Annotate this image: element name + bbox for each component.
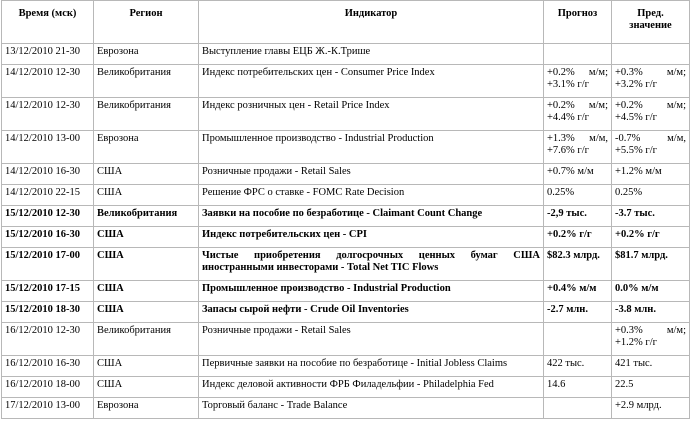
previous-line-2: +5.5% г/г xyxy=(615,145,657,156)
cell-previous xyxy=(612,131,690,164)
forecast-line-1: 0.25% xyxy=(547,187,575,198)
cell-previous xyxy=(612,248,690,281)
cell-previous xyxy=(612,227,690,248)
cell-forecast xyxy=(544,248,612,281)
cell-indicator: Розничные продажи - Retail Sales xyxy=(199,323,544,356)
previous-line-1: -3.8 млн. xyxy=(615,304,656,315)
forecast-line-1: 422 тыс. xyxy=(547,358,585,369)
table-row xyxy=(2,398,690,419)
table-row xyxy=(2,185,690,206)
cell-time: 15/12/2010 12-30 xyxy=(2,206,94,227)
cell-region: США xyxy=(94,227,199,248)
forecast-line-1: +0.4% м/м xyxy=(547,283,597,294)
cell-time: 16/12/2010 18-00 xyxy=(2,377,94,398)
cell-time: 14/12/2010 22-15 xyxy=(2,185,94,206)
previous-line-2: +1.2% г/г xyxy=(615,337,657,348)
cell-indicator: Торговый баланс - Trade Balance xyxy=(199,398,544,419)
cell-region: США xyxy=(94,281,199,302)
cell-forecast xyxy=(544,206,612,227)
cell-forecast xyxy=(544,281,612,302)
cell-time: 13/12/2010 21-30 xyxy=(2,44,94,65)
cell-region: США xyxy=(94,248,199,281)
cell-forecast xyxy=(544,98,612,131)
forecast-line-1: -2,9 тыс. xyxy=(547,208,587,219)
cell-time: 17/12/2010 13-00 xyxy=(2,398,94,419)
previous-line-1: 0.0% м/м xyxy=(615,283,659,294)
table-row xyxy=(2,323,690,356)
cell-previous xyxy=(612,98,690,131)
table-row xyxy=(2,65,690,98)
cell-previous xyxy=(612,44,690,65)
cell-forecast xyxy=(544,65,612,98)
previous-line-1: +0.2% м/м; xyxy=(615,100,686,111)
cell-time: 15/12/2010 17-15 xyxy=(2,281,94,302)
cell-previous xyxy=(612,164,690,185)
previous-line-1: +0.2% г/г xyxy=(615,229,660,240)
previous-line-1: $81.7 млрд. xyxy=(615,250,668,261)
cell-time: 16/12/2010 12-30 xyxy=(2,323,94,356)
cell-previous xyxy=(612,356,690,377)
header-region: Регион xyxy=(94,1,199,44)
forecast-line-1: +0.2% г/г xyxy=(547,229,592,240)
previous-line-1: +1.2% м/м xyxy=(615,166,662,177)
previous-line-2: +3.2% г/г xyxy=(615,79,657,90)
cell-time: 14/12/2010 16-30 xyxy=(2,164,94,185)
table-row xyxy=(2,131,690,164)
cell-forecast xyxy=(544,185,612,206)
previous-line-1: 421 тыс. xyxy=(615,358,653,369)
cell-region: Великобритания xyxy=(94,323,199,356)
table-row xyxy=(2,98,690,131)
cell-time: 15/12/2010 18-30 xyxy=(2,302,94,323)
forecast-line-1: +0.2% м/м; xyxy=(547,67,608,78)
cell-indicator: Выступление главы ЕЦБ Ж.-К.Трише xyxy=(199,44,544,65)
cell-region: США xyxy=(94,356,199,377)
cell-time: 16/12/2010 16-30 xyxy=(2,356,94,377)
cell-previous xyxy=(612,206,690,227)
cell-indicator: Розничные продажи - Retail Sales xyxy=(199,164,544,185)
cell-previous xyxy=(612,185,690,206)
cell-time: 15/12/2010 16-30 xyxy=(2,227,94,248)
cell-time: 15/12/2010 17-00 xyxy=(2,248,94,281)
cell-previous xyxy=(612,323,690,356)
cell-previous xyxy=(612,281,690,302)
cell-region: Великобритания xyxy=(94,98,199,131)
cell-previous xyxy=(612,65,690,98)
cell-previous xyxy=(612,377,690,398)
cell-forecast xyxy=(544,44,612,65)
previous-line-1: -0.7% м/м, xyxy=(615,133,686,144)
table-row xyxy=(2,377,690,398)
cell-indicator: Индекс потребительских цен - CPI xyxy=(199,227,544,248)
previous-line-1: +0.3% м/м; xyxy=(615,325,686,336)
cell-region: Еврозона xyxy=(94,44,199,65)
forecast-line-1: 14.6 xyxy=(547,379,566,390)
forecast-line-1: $82.3 млрд. xyxy=(547,250,600,261)
cell-forecast xyxy=(544,227,612,248)
table-row xyxy=(2,44,690,65)
cell-indicator: Индекс потребительских цен - Consumer Price Index xyxy=(199,65,544,98)
cell-region: Великобритания xyxy=(94,206,199,227)
cell-forecast xyxy=(544,377,612,398)
cell-forecast xyxy=(544,398,612,419)
cell-indicator: Заявки на пособие по безработице - Claimant Count Change xyxy=(199,206,544,227)
cell-indicator: Промышленное производство - Industrial Production xyxy=(199,281,544,302)
cell-forecast xyxy=(544,164,612,185)
previous-line-2: +4.5% г/г xyxy=(615,112,657,123)
economic-calendar-table xyxy=(1,0,690,419)
forecast-line-1: +0.2% м/м; xyxy=(547,100,608,111)
header-time: Время (мск) xyxy=(2,1,94,44)
cell-time: 14/12/2010 12-30 xyxy=(2,65,94,98)
forecast-line-1: +0.7% м/м xyxy=(547,166,594,177)
previous-line-1: -3.7 тыс. xyxy=(615,208,655,219)
header-indicator: Индикатор xyxy=(199,1,544,44)
header-previous: Пред. значение xyxy=(612,1,690,44)
table-row xyxy=(2,281,690,302)
cell-indicator: Индекс розничных цен - Retail Price Index xyxy=(199,98,544,131)
cell-region: Еврозона xyxy=(94,131,199,164)
cell-indicator: Чистые приобретения долгосрочных ценных бумаг США иностранными инвесторами - Total Net TIC Flows xyxy=(199,248,544,281)
table-row xyxy=(2,206,690,227)
cell-indicator: Решение ФРС о ставке - FOMC Rate Decision xyxy=(199,185,544,206)
cell-indicator: Индекс деловой активности ФРБ Филадельфии - Philadelphia Fed xyxy=(199,377,544,398)
cell-forecast xyxy=(544,323,612,356)
forecast-line-2: +7.6% г/г xyxy=(547,145,589,156)
cell-forecast xyxy=(544,356,612,377)
cell-indicator: Запасы сырой нефти - Crude Oil Inventories xyxy=(199,302,544,323)
cell-forecast xyxy=(544,131,612,164)
table-row xyxy=(2,302,690,323)
header-forecast: Прогноз xyxy=(544,1,612,44)
forecast-line-2: +4.4% г/г xyxy=(547,112,589,123)
forecast-line-1: -2.7 млн. xyxy=(547,304,588,315)
previous-line-1: 22.5 xyxy=(615,379,634,390)
cell-indicator: Первичные заявки на пособие по безработице - Initial Jobless Claims xyxy=(199,356,544,377)
forecast-line-1: +1.3% м/м, xyxy=(547,133,608,144)
table-row xyxy=(2,248,690,281)
table-header-row xyxy=(2,1,690,44)
cell-forecast xyxy=(544,302,612,323)
previous-line-1: +2.9 млрд. xyxy=(615,400,662,411)
previous-line-1: +0.3% м/м; xyxy=(615,67,686,78)
table-row xyxy=(2,164,690,185)
table-row xyxy=(2,356,690,377)
table-body xyxy=(2,44,690,419)
previous-line-1: 0.25% xyxy=(615,187,643,198)
cell-region: Еврозона xyxy=(94,398,199,419)
cell-region: Великобритания xyxy=(94,65,199,98)
table-row xyxy=(2,227,690,248)
cell-time: 14/12/2010 13-00 xyxy=(2,131,94,164)
cell-previous xyxy=(612,302,690,323)
cell-region: США xyxy=(94,302,199,323)
cell-indicator: Промышленное производство - Industrial Production xyxy=(199,131,544,164)
cell-region: США xyxy=(94,164,199,185)
cell-region: США xyxy=(94,185,199,206)
cell-time: 14/12/2010 12-30 xyxy=(2,98,94,131)
cell-region: США xyxy=(94,377,199,398)
forecast-line-2: +3.1% г/г xyxy=(547,79,589,90)
cell-previous xyxy=(612,398,690,419)
